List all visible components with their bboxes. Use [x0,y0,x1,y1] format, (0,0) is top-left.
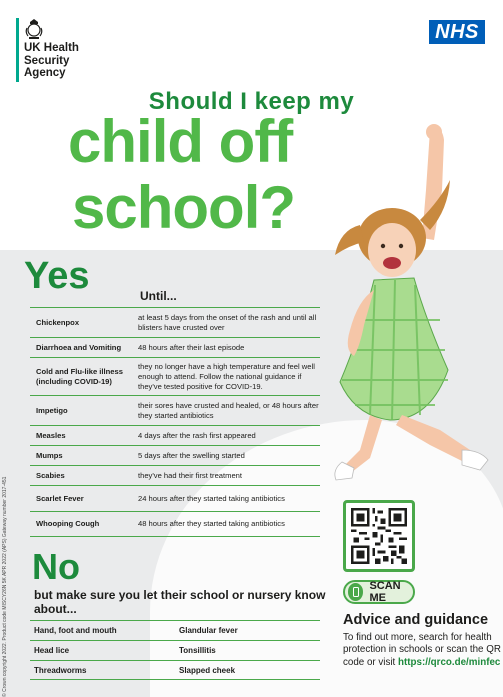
table-row [30,307,320,337]
condition-name: Mumps [36,450,63,460]
condition-name: Hand, foot and mouth [34,626,117,635]
qr-code-icon [351,508,407,564]
advice-body: To find out more, search for health protection in schools or scan the QR code or visit [343,632,501,668]
yes-table [30,307,320,537]
copyright-notice: © Crown copyright 2022. Product code MISCY26N 5K APR 2022 (APS) Gateway number 2017-451 [2,476,8,697]
table-row [30,357,320,395]
condition-name: Impetigo [36,405,68,415]
jumping-girl-illustration [330,120,503,490]
headline-big-1: child off [68,108,293,175]
table-row [30,640,320,660]
condition-name: Scarlet Fever [36,493,84,503]
table-row [30,660,320,680]
condition-name: Cold and Flu-like illness (including COVID-19) [36,366,123,386]
yes-heading: Yes [24,255,90,297]
table-row [30,395,320,425]
nhs-logo: NHS [429,20,485,44]
condition-name: Whooping Cough [36,519,100,528]
ukhsa-logo [16,18,136,88]
org-name-line: Agency [24,67,66,79]
advice-link[interactable]: https://qrco.de/minfec [398,656,501,668]
condition-name: Head lice [34,646,70,655]
table-row [30,465,320,485]
condition-name: Threadworms [34,665,87,675]
table-row [30,620,320,640]
exclusion-period: 4 days after the rash first appeared [138,430,256,440]
condition-name: Tonsillitis [179,646,216,655]
table-row [30,425,320,445]
exclusion-period: 48 hours after their last episode [138,342,245,352]
logo-bar [16,18,19,82]
phone-icon [348,583,363,601]
exclusion-period: their sores have crusted and healed, or 48 hours after they started antibiotics [138,400,319,420]
qr-code[interactable] [343,500,415,572]
exclusion-period: 48 hours after they started taking antibiotics [138,519,285,528]
condition-name: Diarrhoea and Vomiting [36,342,122,352]
exclusion-period: they've had their first treatment [138,470,243,480]
exclusion-period: 24 hours after they started taking antibiotics [138,493,285,503]
headline-big-2: school? [72,174,296,241]
no-heading: No [32,546,80,587]
advice-heading: Advice and guidance [343,612,489,628]
scan-me-label: SCAN ME [369,580,401,604]
condition-name: Scabies [36,470,65,480]
royal-crest-icon [24,18,44,40]
no-subtitle: but make sure you let their school or nursery know about... [34,588,326,616]
advice-text [343,632,503,669]
until-label: Until... [140,289,177,303]
org-name-line: UK Health [24,42,79,54]
table-row [30,445,320,465]
condition-name: Chickenpox [36,317,80,327]
condition-name: Slapped cheek [179,665,236,675]
exclusion-period: 5 days after the swelling started [138,450,245,460]
exclusion-period: they no longer have a high temperature and feel well enough to attend. Follow the national guidance if they've tested positive for COVID-19. [138,361,315,391]
condition-name: Measles [36,430,66,440]
table-row [30,337,320,357]
scan-me-button[interactable] [343,580,415,604]
table-row [30,511,320,537]
org-name-line: Security [24,54,70,67]
condition-name: Glandular fever [179,626,238,635]
exclusion-period: at least 5 days from the onset of the rash and until all blisters have crusted over [138,312,317,332]
table-row [30,485,320,511]
org-name [24,42,79,80]
headline-question: Should I keep my [148,88,355,115]
no-table [30,620,320,680]
